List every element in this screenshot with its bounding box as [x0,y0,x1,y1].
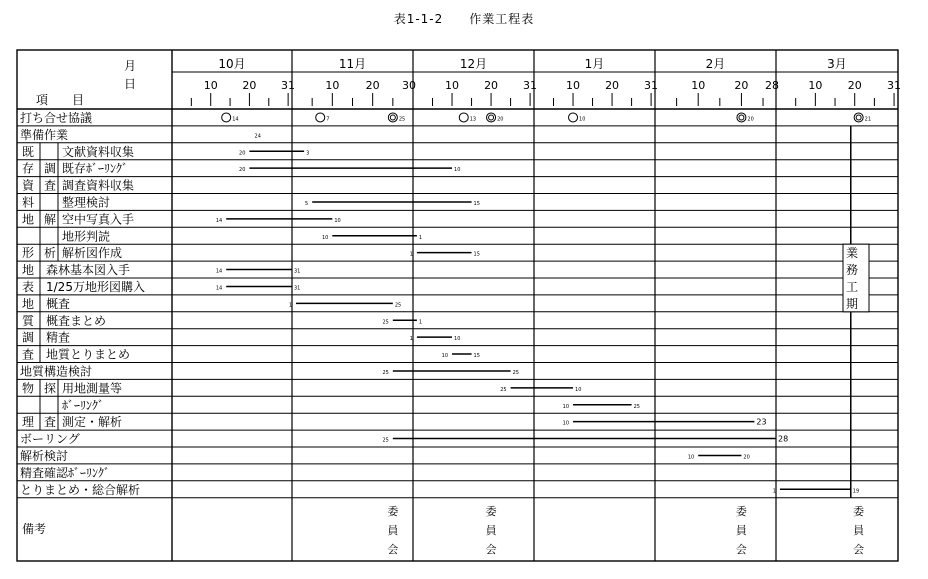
meeting-date-label: 20 [747,116,754,123]
committee-char: 委 [387,505,399,518]
row-label: 既存ﾎﾞｰﾘﾝｸﾞ [62,161,129,176]
meeting-date-label: 10 [579,116,586,123]
bar-start-label: 20 [239,150,246,157]
row-label: 文献資料収集 [62,144,135,159]
day-tick-label: 10 [445,79,460,92]
bar-end-label: 1 [418,319,423,326]
committee-char: 会 [485,543,497,556]
month-label: 2月 [705,57,726,71]
bar-end-label: 25 [394,302,402,309]
bar-start-label: 5 [304,200,309,207]
category-char: 調 [44,161,57,176]
category-char: 質 [22,313,35,328]
category-char: 査 [44,415,57,430]
meeting-date-label: 13 [469,116,477,123]
meeting-date-label: 25 [398,116,406,123]
row-label: 地質とりまとめ [46,347,131,362]
meeting-marker [737,113,746,122]
category-char: 解 [44,212,57,227]
row-label: 精査 [46,330,71,345]
bar-start-label: 10 [562,420,570,427]
day-tick-label: 10 [325,79,340,92]
bar-end-label: 23 [756,417,767,427]
row-label: 森林基本図入手 [46,263,131,278]
work-period-char: 工 [846,280,859,294]
category-char: 査 [44,178,57,193]
row-label: 概査まとめ [46,313,107,328]
meeting-marker-inner [489,115,494,120]
bar-start-label: 1 [409,251,413,258]
day-tick-label: 20 [605,79,620,92]
committee-char: 員 [853,524,865,537]
bar-start-label: 25 [382,319,389,326]
committee-char: 員 [735,524,747,537]
committee-char: 委 [485,505,497,518]
month-label: 12月 [459,57,488,71]
row-label: 解析図作成 [62,246,123,261]
bar-end-label: 10 [454,167,461,174]
bar-end-label: 28 [778,434,789,444]
meeting-marker [388,113,397,122]
row-label: 精査確認ﾎﾞｰﾘﾝｸﾞ [20,465,111,480]
month-header-label: 月 [123,59,137,73]
bar-start-label: 10 [321,234,329,241]
meeting-date-label: 21 [864,116,872,123]
category-char: 形 [22,246,35,261]
bar-start-label: 10 [562,403,570,410]
day-tick-label: 20 [242,79,257,92]
day-tick-label: 20 [847,79,862,92]
day-tick-label: 20 [734,79,749,92]
row-label: 解析検討 [20,449,69,463]
category-char: 料 [22,195,35,210]
row-label: とりまとめ・総合解析 [20,482,141,497]
bar-end-label: 15 [473,200,480,207]
committee-char: 員 [485,524,497,537]
bar-start-label: 14 [215,285,223,292]
day-tick-label: 10 [566,79,581,92]
bar-end-label: 25 [512,369,519,376]
meeting-marker [316,113,325,122]
bar-end-label: 31 [294,268,301,275]
day-tick-label: 28 [765,79,779,92]
bar-start-label: 20 [239,167,246,174]
bar-end-label: 1 [418,234,423,241]
bar-start-label: 25 [382,437,389,444]
category-char: 理 [22,415,35,430]
row-label: 整理検討 [62,195,111,210]
meeting-date-label: 7 [326,116,330,123]
day-tick-label: 10 [691,79,706,92]
day-tick-label: 31 [523,79,537,92]
meeting-marker [487,113,496,122]
bar-end-label: 20 [743,454,750,461]
meeting-date-label: 14 [232,116,239,123]
row-label: 準備作業 [20,127,69,142]
meeting-marker-inner [856,115,861,120]
row-label: 打ち合せ協議 [20,111,93,125]
bar-start-label: 1 [409,336,413,343]
category-char: 析 [44,246,57,261]
bar-end-label: 31 [294,285,301,292]
category-char: 調 [22,330,35,345]
category-char: 資 [22,178,35,193]
committee-char: 委 [853,505,865,518]
row-label: 調査資料収集 [62,178,135,193]
bar-end-label: 3 [306,150,310,157]
meeting-marker [854,113,863,122]
day-tick-label: 10 [808,79,823,92]
day-tick-label: 30 [402,79,416,92]
bar-start-label: 10 [441,353,449,360]
bar-start-label: 10 [687,454,695,461]
category-char: 地 [22,263,35,278]
day-tick-label: 20 [365,79,380,92]
committee-char: 会 [387,543,399,556]
month-label: 3月 [827,57,847,71]
bar-start-label: 1 [288,302,293,309]
category-char: 地 [22,296,35,311]
category-char: 表 [22,280,35,294]
month-label: 1月 [584,57,605,71]
category-char: 物 [22,381,35,396]
bar-end-label: 10 [334,217,341,224]
month-label: 11月 [338,57,367,71]
bar-end-label: 10 [454,336,461,343]
meeting-marker [569,113,578,122]
work-period-char: 期 [846,296,859,311]
meeting-marker [222,113,231,122]
category-char: 地 [22,212,35,227]
committee-char: 会 [735,543,747,556]
day-header-label: 日 [123,77,137,91]
row-label: ボーリング [20,432,80,447]
item-header-label: 項 目 [35,93,85,107]
bar-end-label: 25 [633,403,640,410]
row-label: 測定・解析 [62,415,123,430]
bar-start-label: 14 [215,268,223,275]
row-label: ﾎﾞｰﾘﾝｸﾞ [62,398,105,413]
committee-char: 委 [735,505,747,518]
row-label: 空中写真入手 [62,212,135,227]
row-label: 地形判読 [62,229,111,244]
month-label: 10月 [218,57,246,71]
bar-end-label: 10 [575,386,582,393]
committee-char: 会 [853,543,865,556]
bar-start-label: 24 [254,133,261,140]
bar-start-label: 25 [500,386,507,393]
row-label: 地質構造検討 [20,364,93,379]
row-label: 用地測量等 [62,381,123,396]
work-period-char: 務 [846,263,859,278]
table-title: 表1-1-2 作業工程表 [393,12,535,26]
day-tick-label: 31 [644,79,658,92]
category-char: 既 [22,144,35,159]
day-tick-label: 31 [887,79,901,92]
bar-end-label: 15 [473,353,480,360]
committee-char: 員 [387,524,399,537]
row-label: 1/25万地形図購入 [46,280,145,294]
row-label: 概査 [46,296,71,311]
day-tick-label: 20 [484,79,499,92]
meeting-marker [459,113,468,122]
remarks-label: 備考 [22,522,47,536]
bar-end-label: 19 [852,488,860,495]
meeting-date-label: 20 [497,116,504,123]
day-tick-label: 31 [281,79,295,92]
work-period-char: 業 [846,246,859,261]
category-char: 存 [22,161,35,176]
bar-start-label: 1 [772,488,776,495]
category-char: 査 [22,347,35,362]
table-frame [17,50,898,561]
meeting-marker-inner [390,115,395,120]
bar-start-label: 25 [382,369,389,376]
bar-end-label: 15 [473,251,480,258]
day-tick-label: 10 [203,79,218,92]
meeting-marker-inner [739,115,744,120]
bar-start-label: 14 [215,217,223,224]
category-char: 探 [44,381,57,396]
